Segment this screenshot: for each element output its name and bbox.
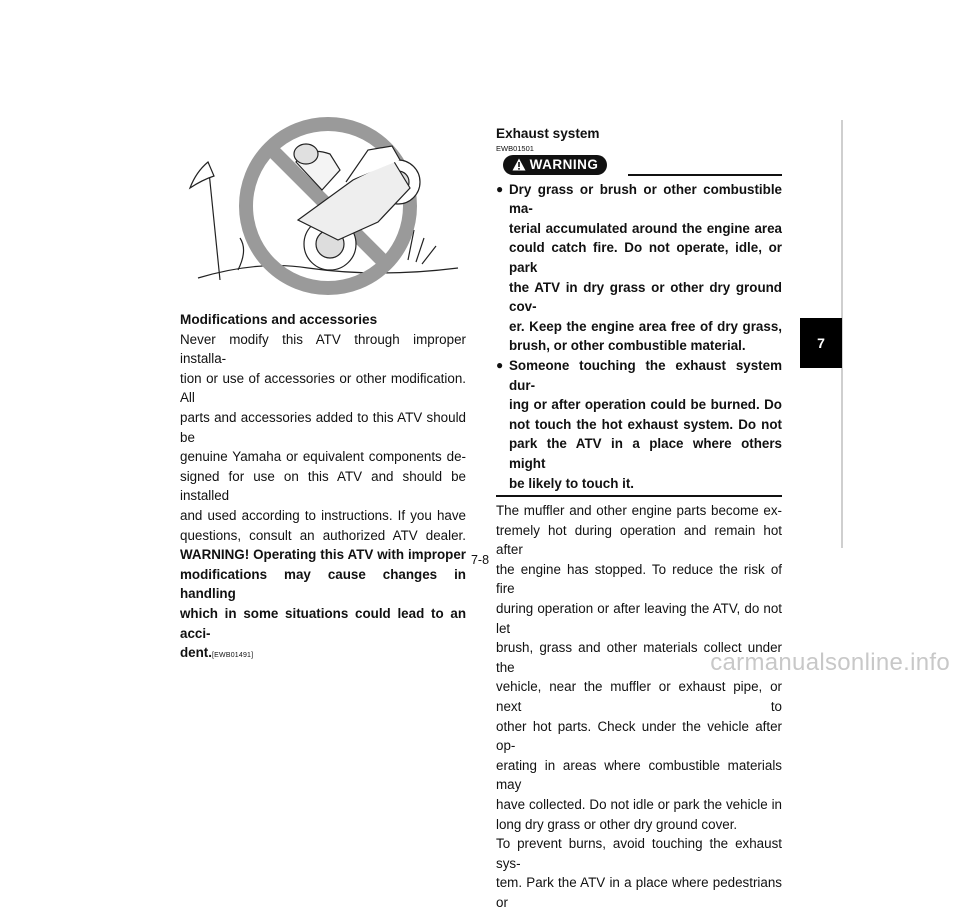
body-line: questions, consult an authorized ATV dealer. <box>180 527 466 543</box>
warning-bullets <box>496 180 782 494</box>
bullet-line: be likely to touch it. <box>509 475 634 491</box>
body-line: The muffler and other engine parts become ex- <box>496 503 782 519</box>
body-line: tem. Park the ATV in a place where pedestrians or <box>496 875 782 910</box>
body-line: have collected. Do not idle or park the vehicle in <box>496 797 782 812</box>
warning-rule <box>628 174 782 176</box>
body-line: parts and accessories added to this ATV should be <box>180 409 466 445</box>
warning-id-code: EWB01501 <box>496 143 534 153</box>
body-line: signed for use on this ATV and should be installed <box>180 468 466 504</box>
body-line: Never modify this ATV through improper installa- <box>180 331 466 367</box>
bullet-line: brush, or other combustible material. <box>509 338 746 354</box>
body-line: genuine Yamaha or equivalent components de- <box>180 449 466 465</box>
warning-line: modifications may cause changes in handling <box>180 566 466 602</box>
warning-badge-label: WARNING <box>529 156 599 172</box>
bullet-line: could catch fire. Do not operate, idle, or park <box>509 240 782 275</box>
bullet-item <box>496 180 782 356</box>
page-number: 7-8 <box>470 553 490 567</box>
bullet-line: Dry grass or brush or other combustible ma- <box>509 181 782 217</box>
bullet-item <box>496 356 782 493</box>
warning-last-line <box>180 643 466 666</box>
section-heading: Exhaust system <box>496 126 600 141</box>
bullet-line: not touch the hot exhaust system. Do not <box>509 416 782 432</box>
body-line: long dry grass or other dry ground cover. <box>496 816 738 832</box>
atv-prohibited-illustration <box>178 110 468 310</box>
bullet-line: the ATV in dry grass or other dry ground cov- <box>509 279 782 315</box>
bullet-line: terial accumulated around the engine area <box>509 220 782 236</box>
bullet-line: Someone touching the exhaust system dur- <box>509 357 782 393</box>
bullet-line: er. Keep the engine area free of dry grass, <box>509 318 782 334</box>
body-line: To prevent burns, avoid touching the exhaust sys- <box>496 836 782 871</box>
body-line: erating in areas where combustible materials may <box>496 757 782 793</box>
warning-end-rule <box>496 495 782 497</box>
body-line: during operation or after leaving the ATV, do not let <box>496 601 782 636</box>
bullet-icon: ● <box>496 181 504 196</box>
warning-header <box>496 154 782 180</box>
watermark: carmanualsonline.info <box>710 649 950 676</box>
warning-line: WARNING! Operating this ATV with improper <box>180 547 466 563</box>
body-line: the engine has stopped. To reduce the risk of fire <box>496 561 782 597</box>
modifications-section <box>180 310 466 666</box>
body-line: other hot parts. Check under the vehicle after op- <box>496 718 782 754</box>
bullet-icon: ● <box>496 357 504 372</box>
body-line: and used according to instructions. If you have <box>180 507 466 523</box>
warning-last-word: dent. <box>180 645 212 661</box>
body-line: tremely hot during operation and remain hot after <box>496 522 782 558</box>
body-line: tion or use of accessories or other modification. All <box>180 370 466 406</box>
warning-line: which in some situations could lead to an acci- <box>180 605 466 641</box>
chapter-tab: 7 <box>800 318 842 368</box>
warning-triangle-icon <box>512 158 526 171</box>
section-heading: Modifications and accessories <box>180 312 378 327</box>
warning-code: [EWB01491] <box>212 652 254 660</box>
warning-badge <box>503 155 607 175</box>
body-line: brush, grass and other materials collect under the <box>496 640 782 675</box>
bullet-line: park the ATV in a place where others might <box>509 436 782 471</box>
bullet-line: ing or after operation could be burned. Do <box>509 397 782 413</box>
exhaust-section <box>496 124 782 913</box>
body-line: vehicle, near the muffler or exhaust pipe, or next to <box>496 679 782 715</box>
